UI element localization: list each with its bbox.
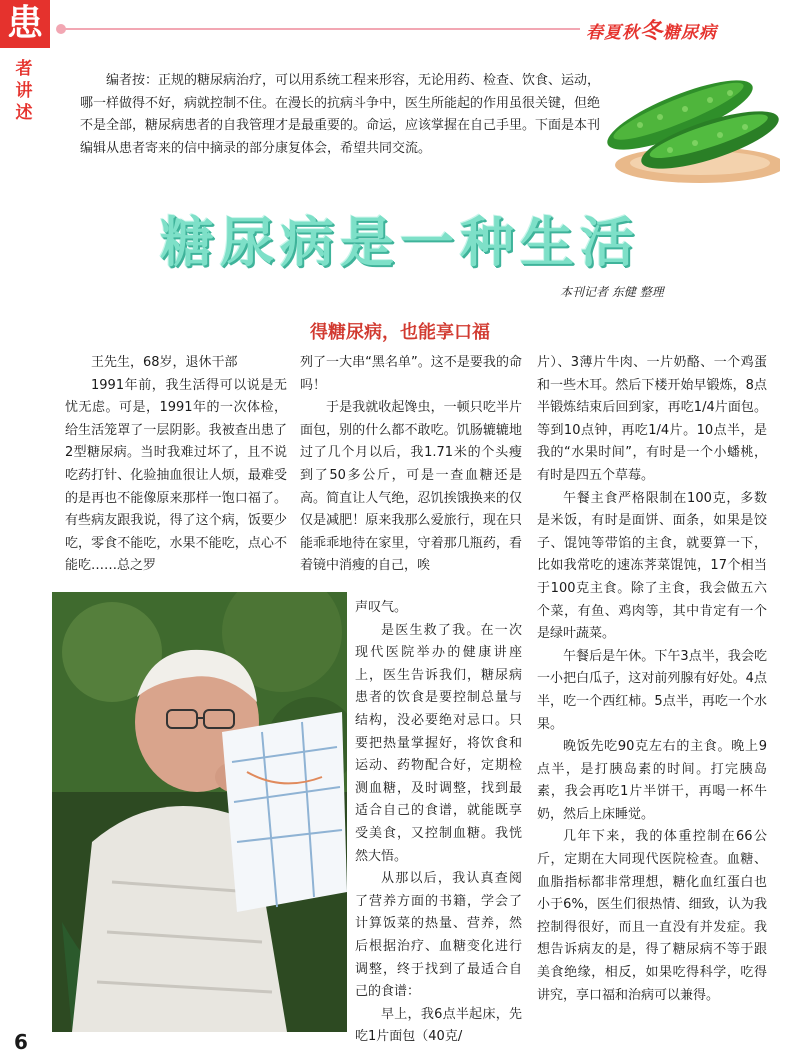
paragraph: 几年下来，我的体重控制在66公斤，定期在大同现代医院检查。血糖、血脂指标都非常理想，糖化血红蛋白也小于6%，医生们很热情、细致，认为我控制得很好，而且一直没有并发症。我想告诉病友的是，得了糖尿病不等于跟美食绝缘，相反，如果吃得科学，吃得讲究，享口福和治病可以兼得。 [537, 829, 767, 1003]
paragraph: 声叹气。 [355, 600, 408, 615]
paragraph: 于是我就收起馋虫，一顿只吃半片面包，别的什么都不敢吃。饥肠辘辘地过了几个月以后，我1.71米的个头瘦到了50多公斤，可是一查血糖还是高。简直让人气绝，忍饥挨饿换来的仅仅是减肥！原来我那么爱旅行，现在只能乖乖地待在家里，守着那几瓶药，看着镜中消瘦的自己，唉 [300, 400, 522, 574]
series-title-highlight: 冬 [640, 19, 664, 44]
paragraph: 列了一大串“黑名单”。这不是要我的命吗！ [300, 355, 522, 393]
article-title: 糖尿病是一种生活 [160, 211, 640, 274]
column-3 [537, 352, 767, 1007]
bitter-melon-photo [600, 55, 780, 185]
column-2-top [300, 352, 522, 578]
paragraph: 片）、3薄片牛肉、一片奶酪、一个鸡蛋和一些木耳。然后下楼开始早锻炼，8点半锻炼结束后回到家，再吃1/4片面包。等到10点钟，再吃1/4片。10点半，是我的“水果时间”，有时是一个小蟠桃，有时是四五个草莓。 [537, 355, 767, 483]
header-rule [60, 28, 580, 30]
man-reading-photo [52, 592, 347, 1032]
paragraph: 午餐后是午休。下午3点半，我会吃一小把白瓜子，这对前列腺有好处。4点半，吃一个西红柿。5点半，再吃一个水果。 [537, 648, 767, 732]
series-title-post: 糖尿病 [663, 23, 718, 43]
section-subtitle: 者讲述 [15, 59, 33, 123]
paragraph: 早上，我6点半起床，先吃1片面包（40克/ [355, 1006, 522, 1045]
byline: 本刊记者 东健 整理 [560, 285, 664, 299]
column-1 [65, 352, 287, 578]
page-number: 6 [14, 1030, 28, 1054]
paragraph: 午餐主食严格限制在100克，多数是米饭，有时是面饼、面条，如果是饺子、馄饨等带馅的主食，就要算一下，比如我常吃的速冻荠菜馄饨，17个相当于100克主食。除了主食，我会做五六个菜，有鱼、鸡肉等，其中肯定有一个是绿叶蔬菜。 [537, 490, 767, 642]
section-tab: 患 [0, 0, 50, 48]
paragraph: 从那以后，我认真查阅了营养方面的书籍，学会了计算饭菜的热量、营养，然后根据治疗、血糖变化进行调整，终于找到了最适合自己的食谱： [355, 871, 522, 1000]
column-2-bottom [355, 597, 522, 1049]
paragraph: 1991年前，我生活得可以说是无忧无虑。可是，1991年的一次体检，给生活笼罩了一层阴影。我被查出患了2型糖尿病。当时我难过坏了，且不说吃药打针、化验抽血很让人烦，最难受的是再也不能像原来那样一饱口福了。有些病友跟我说，得了这个病，饭要少吃，零食不能吃，水果不能吃，点心不能吃……总之罗 [65, 377, 287, 574]
paragraph: 王先生，68岁，退休干部 [91, 355, 238, 370]
paragraph: 晚饭先吃90克左右的主食。晚上9点半，是打胰岛素的时间。打完胰岛素，我会再吃1片半饼干，再喝一杯牛奶，然后上床睡觉。 [537, 739, 767, 822]
series-title-pre: 春夏秋 [586, 23, 640, 43]
article-subtitle: 得糖尿病，也能享口福 [310, 322, 490, 343]
series-title [586, 14, 796, 42]
editor-note: 编者按：正规的糖尿病治疗，可以用系统工程来形容，无论用药、检查、饮食、运动，哪一样做得不好，病就控制不住。在漫长的抗病斗争中，医生所能起的作用虽很关键，但绝不是全部，糖尿病患者的自我管理才是最重要的。命运，应该掌握在自己手里。下面是本刊编辑从患者寄来的信中摘录的部分康复体会，希望共同交流。 [80, 73, 601, 156]
paragraph: 是医生救了我。在一次现代医院举办的健康讲座上，医生告诉我们，糖尿病患者的饮食是要控制总量与结构，没必要绝对忌口。只要把热量掌握好，将饮食和运动、药物配合好，定期检测血糖，及时调整，找到最适合自己的食谱，就能既享受美食，又控制血糖。我恍然大悟。 [355, 622, 522, 864]
